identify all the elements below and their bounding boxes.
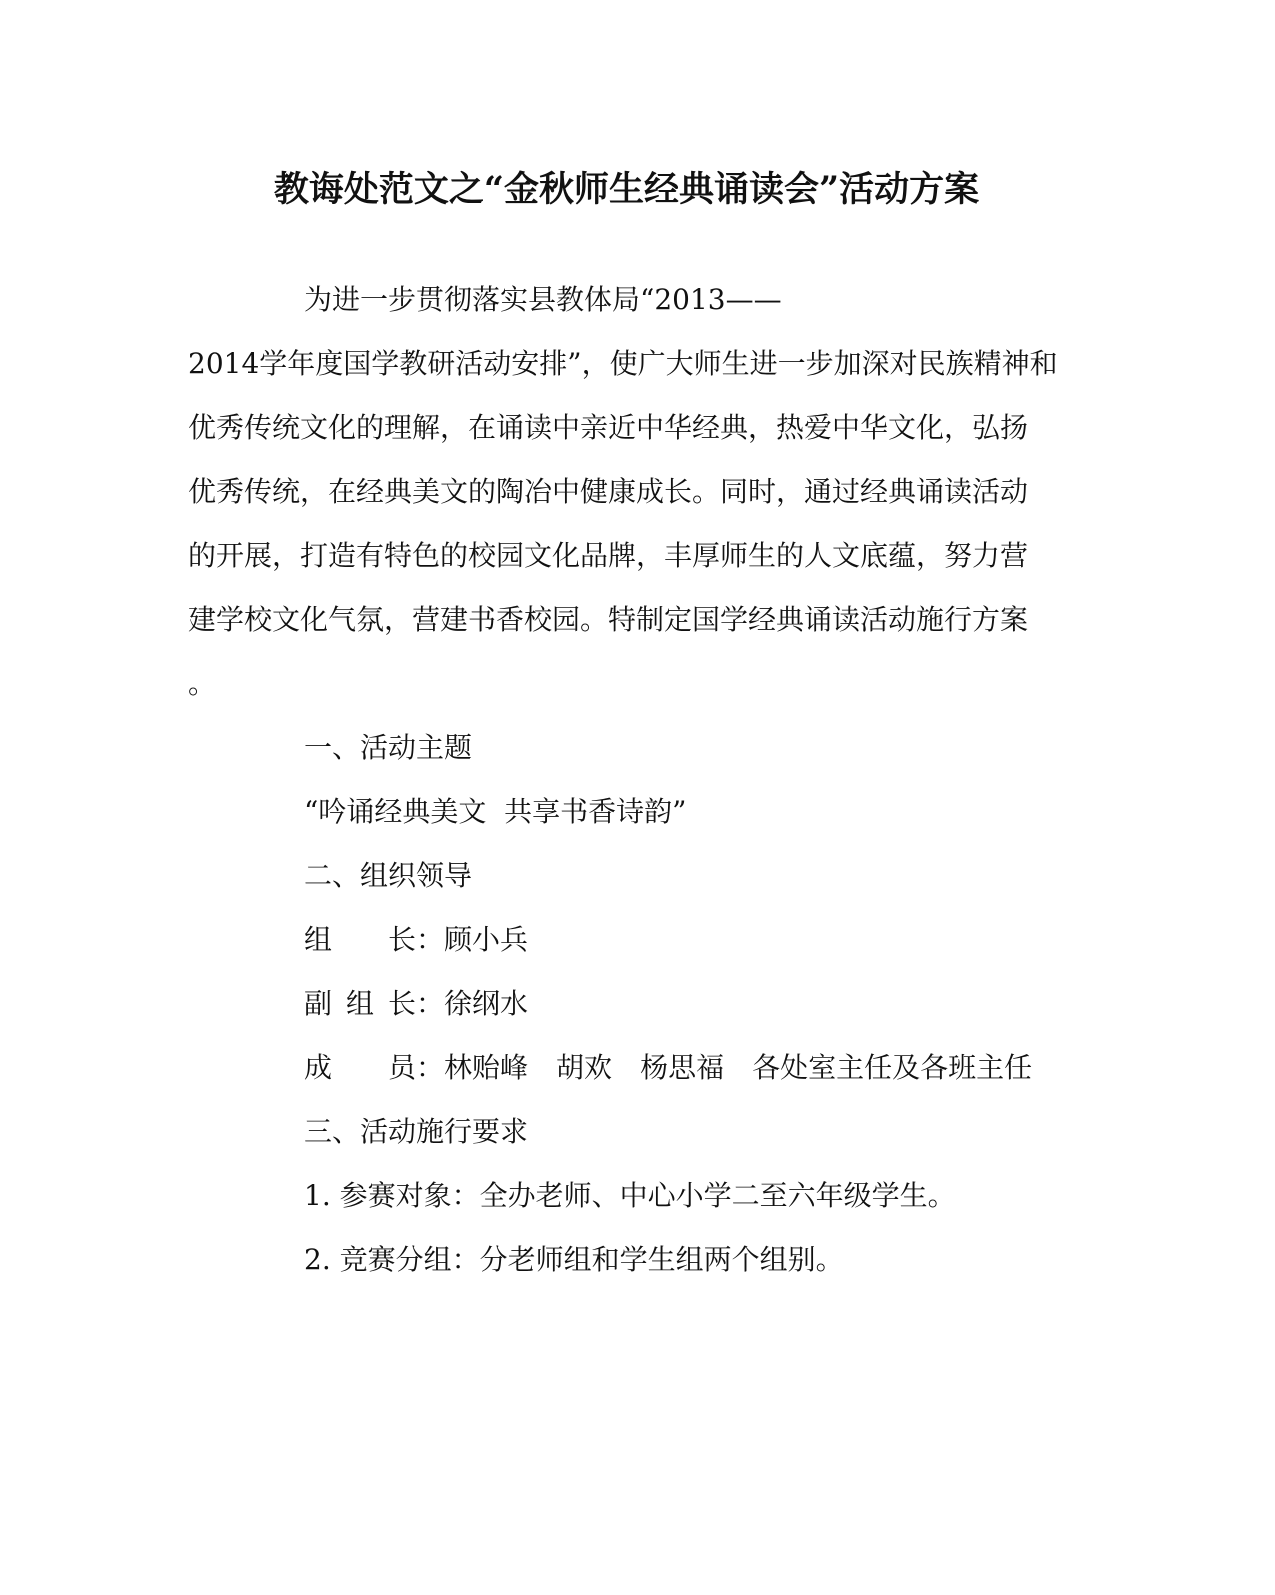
intro-line-2: 2014学年度国学教研活动安排”，使广大师生进一步加深对民族精神和 <box>188 347 1058 380</box>
deputy-label-a: 副 <box>304 987 333 1020</box>
deputy-label-b: 组 <box>346 987 375 1020</box>
deputy-label-c: 长： <box>388 987 445 1020</box>
intro-line-7: 。 <box>188 667 217 700</box>
document-title: 教诲处范文之“金秋师生经典诵读会”活动方案 <box>273 169 980 210</box>
intro-line-3: 优秀传统文化的理解，在诵读中亲近中华经典，热爱中华文化，弘扬 <box>188 411 1029 444</box>
activity-theme: “吟诵经典美文 共享书香诗韵” <box>304 795 687 828</box>
member-name: 各处室主任及各班主任 <box>752 1051 1033 1084</box>
leader-label-a: 组 <box>304 923 333 956</box>
leader-row <box>304 920 528 960</box>
intro-line-1: 为进一步贯彻落实县教体局“2013—— <box>304 283 782 316</box>
section-heading-theme: 一、活动主题 <box>304 731 473 764</box>
members-row <box>304 1048 1032 1088</box>
leader-label-b: 长： <box>388 923 445 956</box>
section-heading-requirements: 三、活动施行要求 <box>304 1115 529 1148</box>
leader-name: 顾小兵 <box>444 923 529 956</box>
members-label-b: 员： <box>388 1051 445 1084</box>
intro-line-6: 建学校文化气氛，营建书香校园。特制定国学经典诵读活动施行方案 <box>188 603 1029 636</box>
requirement-item-2: 2. 竞赛分组：分老师组和学生组两个组别。 <box>304 1243 844 1276</box>
section-heading-leadership: 二、组织领导 <box>304 859 473 892</box>
members-label-a: 成 <box>304 1051 333 1084</box>
requirement-item-1: 1. 参赛对象：全办老师、中心小学二至六年级学生。 <box>304 1179 956 1212</box>
intro-line-5: 的开展，打造有特色的校园文化品牌，丰厚师生的人文底蕴，努力营 <box>188 539 1029 572</box>
member-name: 林贻峰 <box>444 1051 529 1084</box>
member-name: 胡欢 <box>556 1051 613 1084</box>
deputy-row <box>304 984 528 1024</box>
member-name: 杨思福 <box>640 1051 725 1084</box>
intro-line-4: 优秀传统，在经典美文的陶冶中健康成长。同时，通过经典诵读活动 <box>188 475 1029 508</box>
deputy-name: 徐纲水 <box>444 987 529 1020</box>
